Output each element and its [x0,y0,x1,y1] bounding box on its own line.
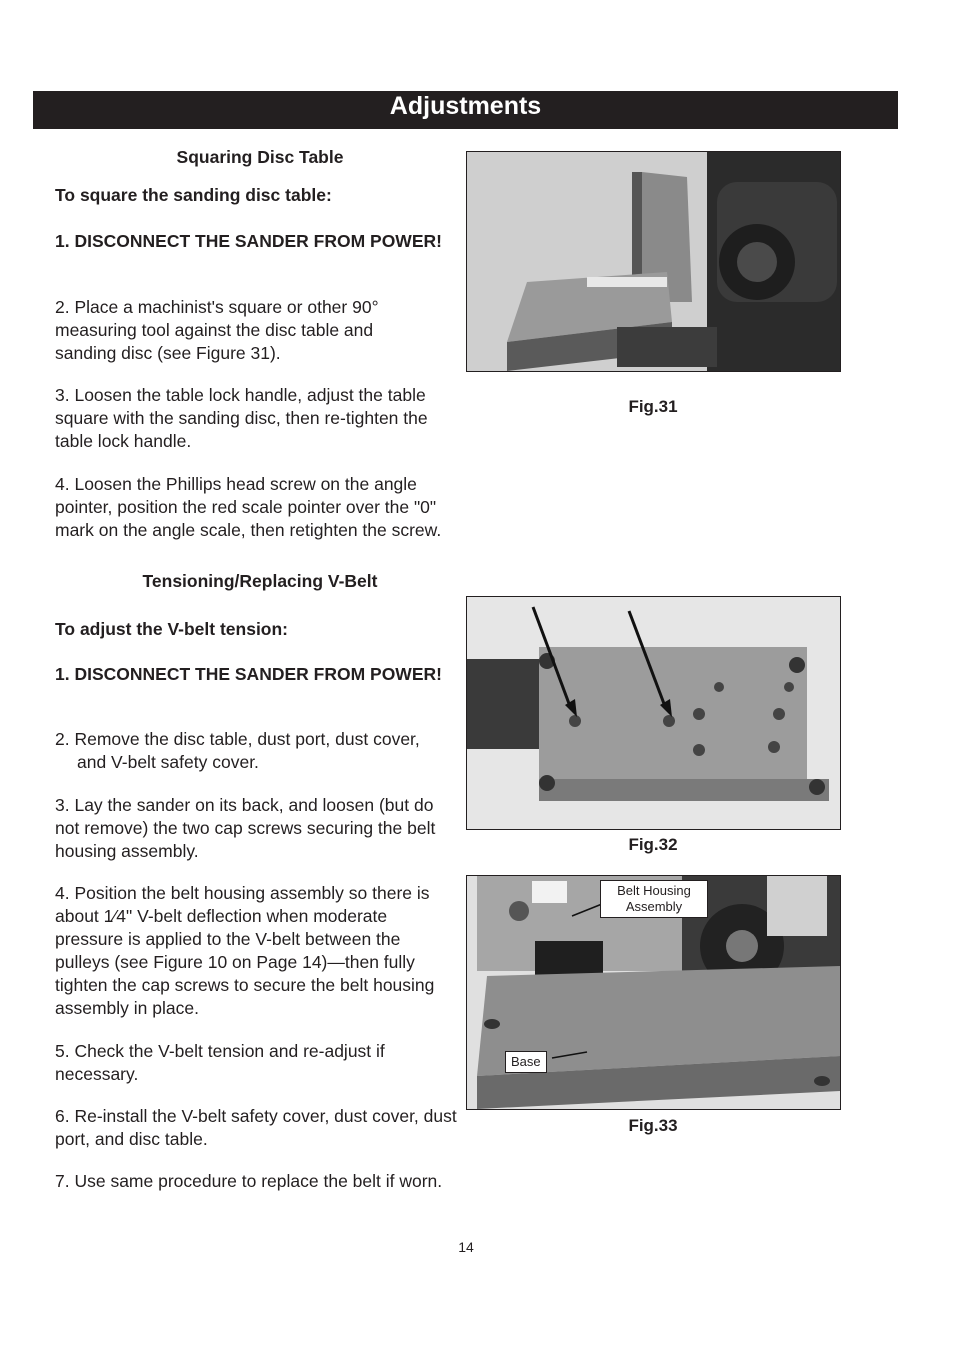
step-position-housing: 4. Position the belt housing assembly so there is about 1⁄4" V-belt deflection when moderate pressure is applied to the V-belt between the pulleys (see Figure 10 on Page 14)—then fully tighten the cap screws to secure the belt housing assembly in place. [55,883,435,1018]
section-heading-vbelt: Tensioning/Replacing V-Belt [142,571,378,591]
step-disconnect-2: 1. DISCONNECT THE SANDER FROM POWER! [55,664,442,684]
figure-32-caption: Fig.32 [628,835,678,854]
section-heading-squaring: Squaring Disc Table [176,147,344,167]
step-check-tension: 5. Check the V-belt tension and re-adjust if necessary. [55,1041,385,1084]
step-disconnect-1: 1. DISCONNECT THE SANDER FROM POWER! [55,231,442,251]
step-lay-sander: 3. Lay the sander on its back, and loosen (but do not remove) the two cap screws securing the belt housing assembly. [55,795,436,861]
figure-31-photo [466,151,841,372]
section-intro-vbelt: To adjust the V-belt tension: [55,619,289,639]
step-angle-pointer: 4. Loosen the Phillips head screw on the angle pointer, position the red scale pointer over the "0" mark on the angle scale, then retighten the screw. [55,474,442,540]
figure-32-photo [466,596,841,830]
step-loosen-lock: 3. Loosen the table lock handle, adjust the table square with the sanding disc, then re-tighten the table lock handle. [55,385,428,451]
step-reinstall: 6. Re-install the V-belt safety cover, dust cover, dust port, and disc table. [55,1106,457,1149]
page-number: 14 [458,1239,474,1255]
step-place-square: 2. Place a machinist's square or other 90° measuring tool against the disc table and sanding disc (see Figure 31). [55,297,379,363]
section-intro-squaring: To square the sanding disc table: [55,185,332,205]
step-replace-belt: 7. Use same procedure to replace the belt if worn. [55,1171,443,1191]
figure-31-caption: Fig.31 [628,397,678,416]
figure-33-caption: Fig.33 [628,1116,678,1135]
callout-belt-housing: Belt Housing Assembly [600,880,708,918]
callout-base: Base [505,1051,547,1073]
page-title: Adjustments [33,91,898,129]
step-remove-table: 2. Remove the disc table, dust port, dust cover, and V-belt safety cover. [55,729,420,772]
